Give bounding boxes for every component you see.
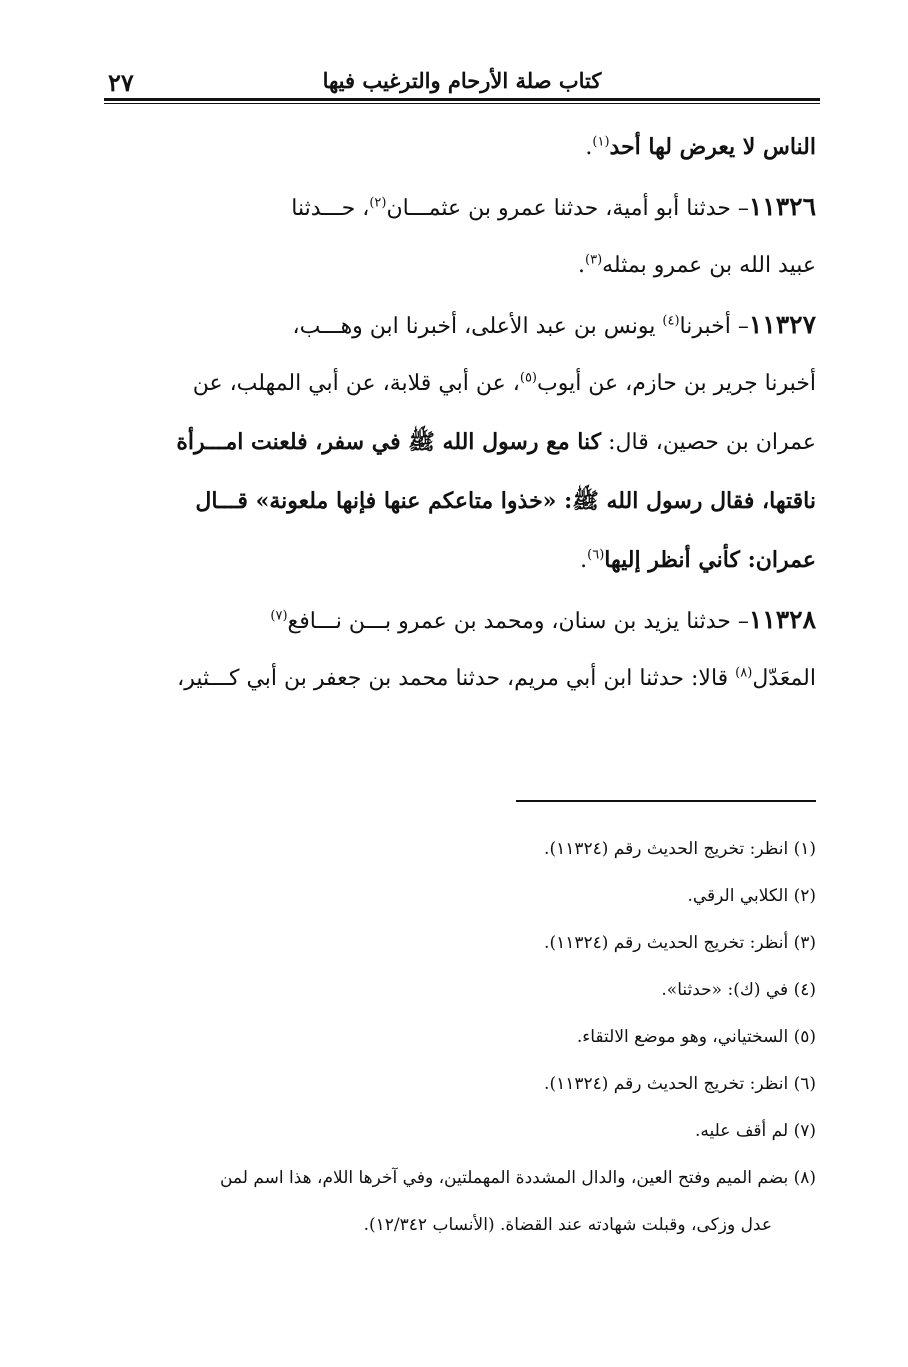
text-span: ، عن أبي قلابة، عن أبي المهلب، عن [192,371,520,396]
text-line-10 [106,649,816,708]
footnote-3: (٣) أنظر: تخريج الحديث رقم (١١٣٢٤). [544,933,816,953]
footnote-ref: (٢) [369,195,387,211]
bold-text: كنا مع رسول الله ﷺ في سفر، فلعنت امـــرأة [176,429,602,455]
text-span: – أخبرنا [679,314,749,339]
footnote-ref: (٤) [662,313,680,329]
text-line-4 [106,295,816,354]
footnote-ref: (٥) [519,370,537,386]
bold-text: «خذوا متاعكم عنها فإنها ملعونة» قـــال [195,488,565,514]
header-title: كتاب صلة الأرحام والترغيب فيها [322,68,602,93]
text-line-1 [106,118,816,177]
text-span: المعَدّل [752,666,816,691]
page-number: ٢٧ [108,68,134,97]
footnote-ref: (٨) [735,665,753,681]
header-rule-thin [104,103,820,104]
footnote-2: (٢) الكلابي الرقي. [687,886,816,906]
bold-text: ناقتها، فقال رسول الله ﷺ: [564,488,816,514]
main-text [106,118,816,708]
footnote-4: (٤) في (ك): «حدثنا». [661,980,816,1000]
footnote-6: (٦) انظر: تخريج الحديث رقم (١١٣٢٤). [544,1074,816,1094]
footnote-8: (٨) بضم الميم وفتح العين، والدال المشددة المهملتين، وفي آخرها اللام، هذا اسم لمن [219,1168,816,1188]
running-header [106,66,818,98]
punctuation: . [578,253,585,278]
footnotes [106,826,816,1249]
bold-text: عمران: كأني أنظر إليها [604,547,816,573]
hadith-number: ١١٣٢٧ [748,310,816,339]
footnote-ref: (١) [592,134,610,150]
footnote-ref: (٧) [270,608,288,624]
text-span: يونس بن عبد الأعلى، أخبرنا ابن وهـــب، [292,314,663,339]
text-span: قالا: حدثنا ابن أبي مريم، حدثنا محمد بن جعفر بن أبي كـــثير، [177,666,736,691]
punctuation: . [585,135,593,160]
text-span: – حدثنا يزيد بن سنان، ومحمد بن عمرو بـــن نـــافع [287,609,749,634]
text-span: عمران بن حصين، قال: [601,430,816,455]
footnote-1: (١) انظر: تخريج الحديث رقم (١١٣٢٤). [544,839,816,859]
text-span: أخبرنا جرير بن حازم، عن أيوب [537,371,816,396]
footnote-7: (٧) لم أقف عليه. [695,1121,816,1141]
hadith-number: ١١٣٢٨ [748,605,816,634]
footnote-ref: (٣) [585,252,603,268]
text-line-8 [106,531,816,590]
text-line-2 [106,177,816,236]
punctuation: . [580,548,588,573]
footnote-5: (٥) السختياني، وهو موضع الالتقاء. [576,1027,816,1047]
text-line-6 [106,413,816,472]
header-rule-thick [104,98,820,101]
text-line-7 [106,472,816,531]
hadith-number: ١١٣٢٦ [748,192,816,221]
text-line-9 [106,590,816,649]
text-span: عبيد الله بن عمرو بمثله [602,253,816,278]
footnote-ref: (٦) [587,547,605,563]
text-span: – حدثنا أبو أمية، حدثنا عمرو بن عثمـــان [386,196,749,221]
footnote-8-continued: عدل وزكى، وقبلت شهادته عند القضاة. (الأنساب ١٢/٣٤٢). [363,1215,772,1235]
bold-text: الناس لا يعرض لها أحد [609,134,816,160]
text-span: ، حـــدثنا [291,196,370,221]
text-line-5 [106,354,816,413]
text-line-3 [106,236,816,295]
footnote-separator [516,800,816,802]
